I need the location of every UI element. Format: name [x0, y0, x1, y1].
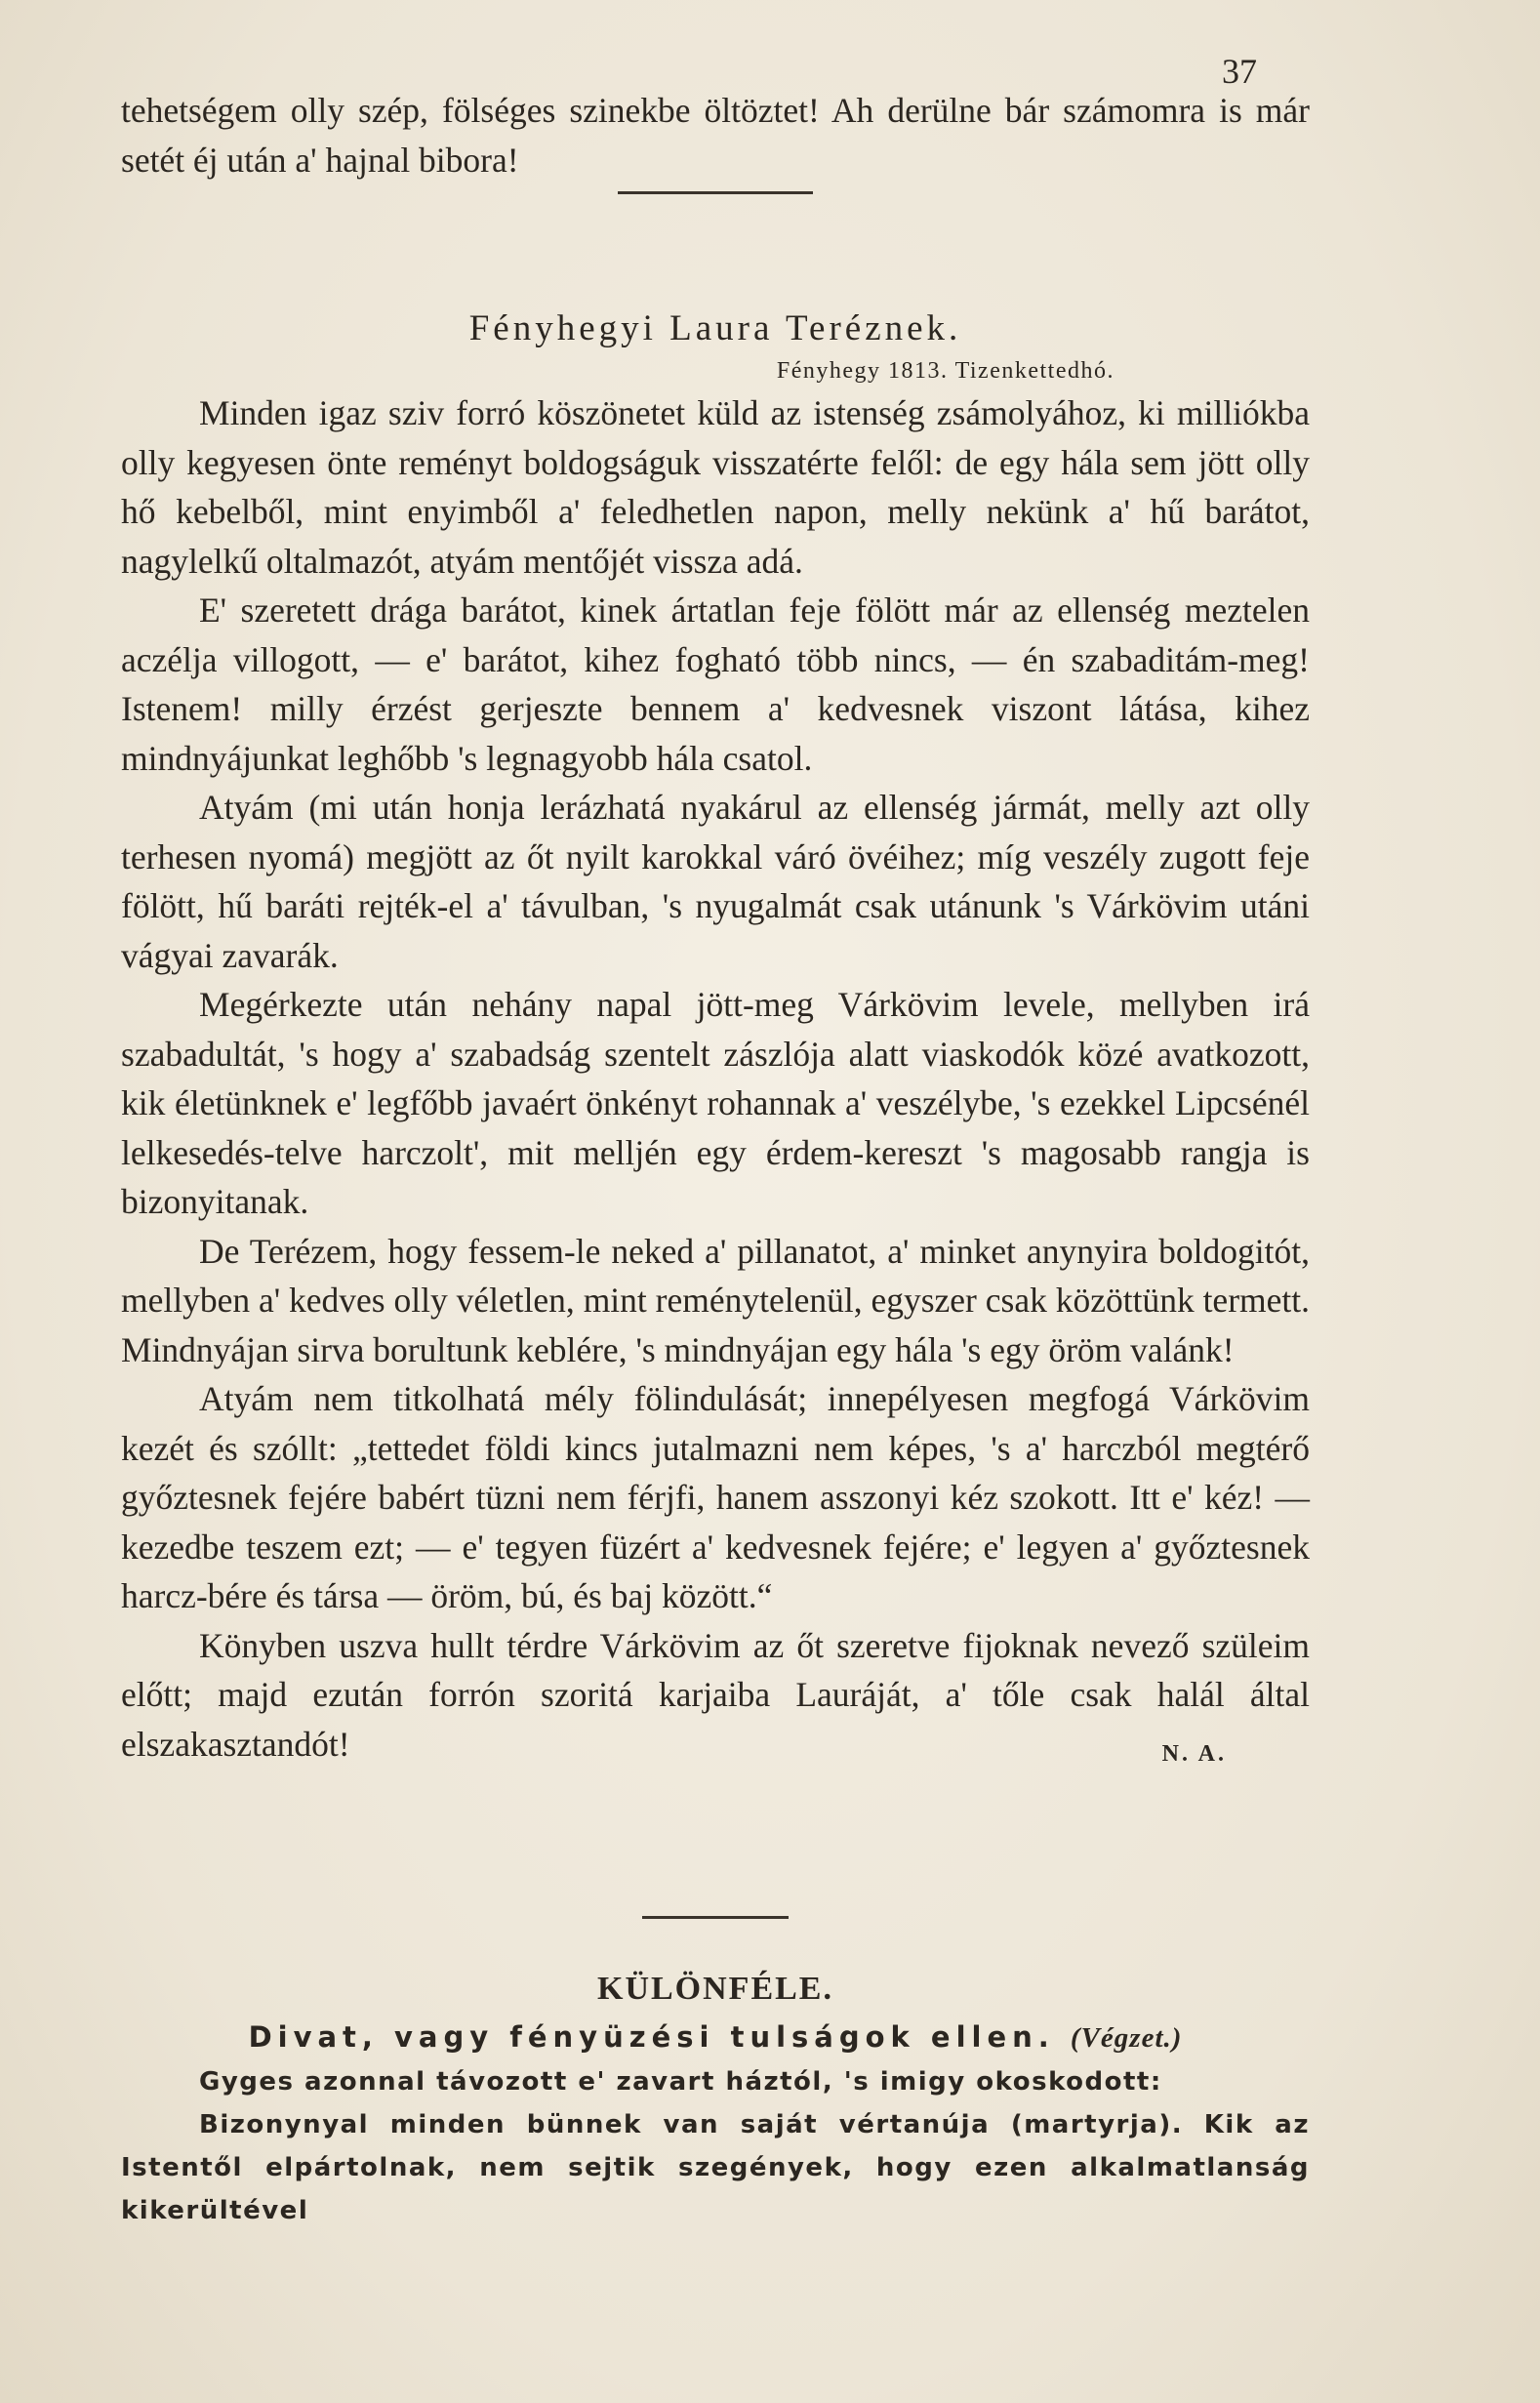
letter-paragraph	[121, 1621, 1310, 1770]
misc-section	[121, 1964, 1310, 2232]
divider	[618, 191, 813, 194]
letter-paragraph: Atyám (mi után honja lerázhatá nyakárul az ellenség jármát, melly azt olly terhesen nyomá) megjött az őt nyilt karokkal váró övéihez; míg veszély zugott feje fölött, hű baráti rejték-el a' távulban, 's nyugalmát csak utánunk 's Várkövim utáni vágyai zavarák.	[121, 788, 1310, 975]
intro-paragraph: tehetségem olly szép, fölséges szinekbe öltöztet! Ah derülne bár számomra is már setét éj után a' hajnal bibora!	[121, 91, 1310, 180]
letter-paragraph: Atyám nem titkolhatá mély fölindulását; innepélyesen megfogá Várkövim kezét és szóllt: „tettedet földi kincs jutalmazni nem képes, 's a' harczból megtérő győztesnek fejére babért tüzni nem férjfi, hanem asszonyi kéz szokott. Itt e' kéz! — kezedbe teszem ezt; — e' tegyen füzért a' kedvesnek fejére; e' legyen a' győztesnek harcz-bére és társa — öröm, bú, és baj között.“	[121, 1379, 1310, 1615]
misc-body	[121, 2060, 1310, 2232]
letter-paragraph-text: Könyben uszva hullt térdre Várkövim az őt szeretve fijoknak nevező szüleim előtt; majd ezután forrón szoritá karjaiba Lauráját, a' tőle csak halál által elszakasztandót!	[121, 1625, 1310, 1764]
letter-title: Fényhegyi Laura Teréznek.	[468, 308, 962, 348]
misc-subtitle	[121, 2015, 1310, 2060]
letter-paragraph: Megérkezte után nehány napal jött-meg Várkövim levele, mellyben irá szabadultát, 's hogy a' szabadság szentelt zászlója alatt viaskodók közé avatkozott, kik életünknek e' legfőbb javaért önkényt rohannak a' veszélybe, 's ezekkel Lipcsénél lelkesedés-telve harczolt', mit melljén egy érdem-kereszt 's magosabb rangja is bizonyitanak.	[121, 985, 1310, 1221]
misc-title: KÜLÖNFÉLE.	[597, 1971, 833, 2007]
misc-line: Bizonynyal minden bünnek van saját vértanúja (martyrja). Kik az Istentől elpártolnak, nem sejtik szegények, hogy ezen alkalmatlanság kikerültével	[121, 2110, 1310, 2225]
rule-bottom	[121, 1916, 1310, 1919]
signature: N. A.	[1161, 1740, 1227, 1767]
divider	[642, 1916, 789, 1919]
letter-paragraph: De Terézem, hogy fessem-le neked a' pillanatot, a' minket anynyira boldogitót, mellyben a' kedves olly véletlen, mint reménytelenül, egyszer csak közöttünk termett. Mindnyájan sirva borultunk keblére, 's mindnyájan egy hála 's egy öröm valánk!	[121, 1231, 1310, 1369]
misc-subtitle-text: Divat, vagy fényüzési tulságok ellen.	[248, 2020, 1055, 2054]
letter-body	[121, 388, 1310, 1769]
intro-text	[121, 86, 1310, 184]
page-number: 37	[1222, 52, 1257, 91]
misc-line: Gyges azonnal távozott e' zavart háztól, 's imigy okoskodott:	[199, 2067, 1162, 2097]
letter-dateline: Fényhegy 1813. Tizenkettedhó.	[776, 358, 1114, 384]
rule-top	[121, 191, 1310, 194]
letter-paragraph: Minden igaz sziv forró köszönetet küld az istenség zsámolyához, ki milliókba olly kegyesen önte reményt boldogságuk visszatérte felől: de egy hála sem jött olly hő kebelből, mint enyimből a' feledhetlen napon, melly nekünk a' hű barátot, nagylelkű oltalmazót, atyám mentőjét vissza adá.	[121, 393, 1310, 581]
letter	[121, 305, 1310, 1778]
letter-paragraph: E' szeretett drága barátot, kinek ártatlan feje fölött már az ellenség meztelen aczélja villogott, — e' barátot, kihez fogható több nincs, — én szabaditám-meg! Istenem! milly érzést gerjeszte bennem a' kedvesnek viszont látása, kihez mindnyájunkat leghőbb 's legnagyobb hála csatol.	[121, 591, 1310, 778]
misc-subtitle-note: (Végzet.)	[1070, 2022, 1183, 2054]
